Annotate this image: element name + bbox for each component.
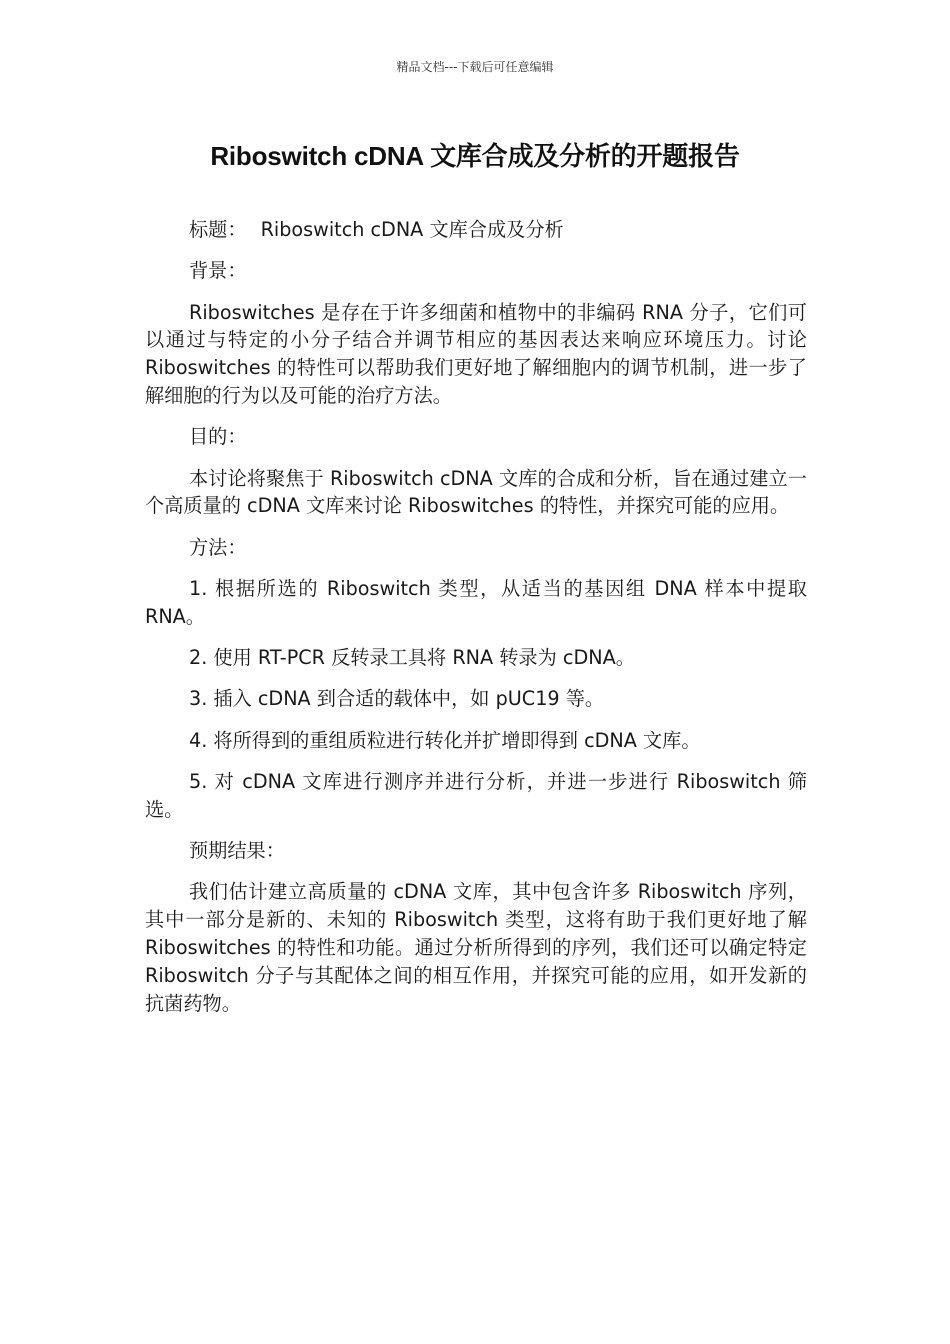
- expected-paragraph: 我们估计建立高质量的 cDNA 文库，其中包含许多 Riboswitch 序列，其中一部分是新的、未知的 Riboswitch 类型，这将有助于我们更好地了解 Riboswitches 的特性和功能。通过分析所得到的序列，我们还可以确定特定 Riboswitch 分子与其配体之间的相互作用，并探究可能的应用，如开发新的抗菌药物。: [145, 880, 807, 1015]
- expected-heading: 预期结果：: [189, 839, 285, 863]
- document-title: Riboswitch cDNA 文库合成及分析的开题报告: [210, 141, 740, 171]
- topic-value: Riboswitch cDNA 文库合成及分析: [260, 218, 564, 241]
- topic-line: [145, 216, 807, 244]
- method-step: 1. 根据所选的 Riboswitch 类型，从适当的基因组 DNA 样本中提取 RNA。: [145, 576, 807, 628]
- header-note: 精品文档---下载后可任意编辑: [396, 60, 554, 74]
- purpose-paragraph: 本讨论将聚焦于 Riboswitch cDNA 文库的合成和分析，旨在通过建立一个高质量的 cDNA 文库来讨论 Riboswitches 的特性，并探究可能的应用。: [145, 466, 807, 518]
- method-step: 3. 插入 cDNA 到合适的载体中，如 pUC19 等。: [189, 687, 605, 711]
- document-body: [145, 216, 807, 1031]
- method-step: 2. 使用 RT-PCR 反转录工具将 RNA 转录为 cDNA。: [189, 646, 635, 670]
- purpose-heading: 目的：: [189, 425, 247, 449]
- method-step: 5. 对 cDNA 文库进行测序并进行分析，并进一步进行 Riboswitch 筛选。: [145, 769, 807, 821]
- topic-label: 标题：: [189, 218, 247, 241]
- method-step: 4. 将所得到的重组质粒进行转化并扩增即得到 cDNA 文库。: [189, 728, 701, 752]
- background-paragraph: Riboswitches 是存在于许多细菌和植物中的非编码 RNA 分子，它们可以通过与特定的小分子结合并调节相应的基因表达来响应环境压力。讨论 Riboswitches 的特性可以帮助我们更好地了解细胞内的调节机制，进一步了解细胞的行为以及可能的治疗方法。: [145, 300, 807, 407]
- methods-heading: 方法：: [189, 535, 247, 559]
- background-heading: 背景：: [189, 259, 247, 283]
